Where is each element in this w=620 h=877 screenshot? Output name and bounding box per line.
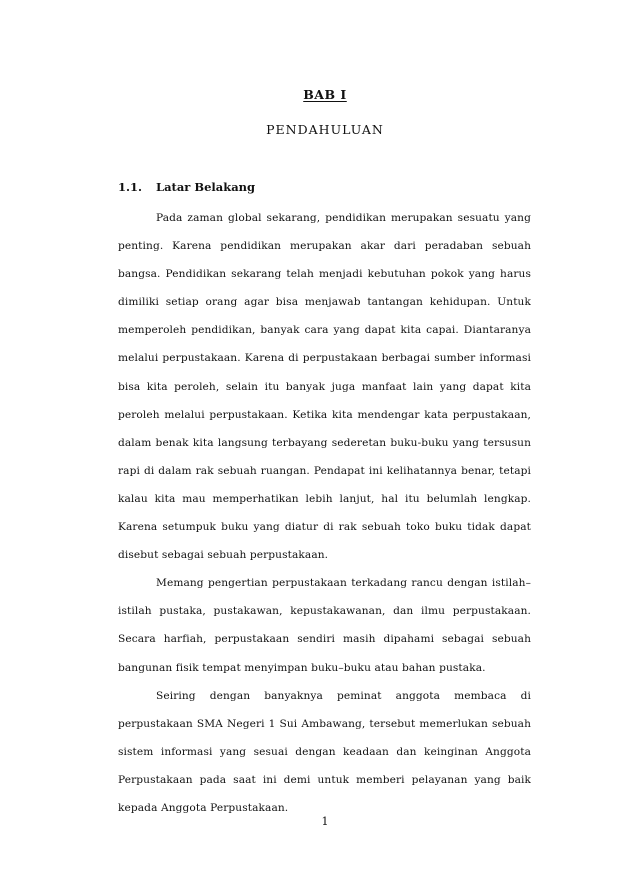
chapter-title: PENDAHULUAN — [266, 122, 384, 137]
paragraph-1: Pada zaman global sekarang, pendidikan merupakan sesuatu yang penting. Karena pendidikan merupakan akar dari peradaban sebuah bangsa. Pendidikan sekarang telah menjadi kebutuhan pokok yang harus dimiliki setiap orang agar bisa menjawab tantangan kehidupan. Untuk memperoleh pendidikan, banyak cara yang dapat kita capai. Diantaranya melalui perpustakaan. Karena di perpustakaan berbagai sumber informasi bisa kita peroleh, selain itu banyak juga manfaat lain yang dapat kita peroleh melalui perpustakaan. Ketika kita mendengar kata perpustakaan, dalam benak kita langsung terbayang sederetan buku-buku yang tersusun rapi di dalam rak sebuah ruangan. Pendapat ini kelihatannya benar, tetapi kalau kita mau memperhatikan lebih lanjut, hal itu belumlah lengkap. Karena setumpuk buku yang diatur di rak sebuah toko buku tidak dapat disebut sebagai sebuah perpustakaan. — [118, 212, 531, 562]
body-text — [118, 204, 531, 822]
paragraph-2: Memang pengertian perpustakaan terkadang rancu dengan istilah–istilah pustaka, pustakawan, kepustakawanan, dan ilmu perpustakaan. Secara harfiah, perpustakaan sendiri masih dipahami sebagai sebuah bangunan fisik tempat menyimpan buku–buku atau bahan pustaka. — [118, 577, 531, 674]
chapter-number: BAB I — [303, 87, 347, 102]
section-number: 1.1. — [118, 180, 143, 194]
section-heading — [118, 180, 255, 194]
section-title: Latar Belakang — [156, 180, 256, 194]
page-number: 1 — [321, 815, 329, 828]
paragraph-3: Seiring dengan banyaknya peminat anggota membaca di perpustakaan SMA Negeri 1 Sui Ambawang, tersebut memerlukan sebuah sistem informasi yang sesuai dengan keadaan dan keinginan Anggota Perpustakaan pada saat ini demi untuk memberi pelayanan yang baik kepada Anggota Perpustakaan. — [118, 689, 531, 814]
